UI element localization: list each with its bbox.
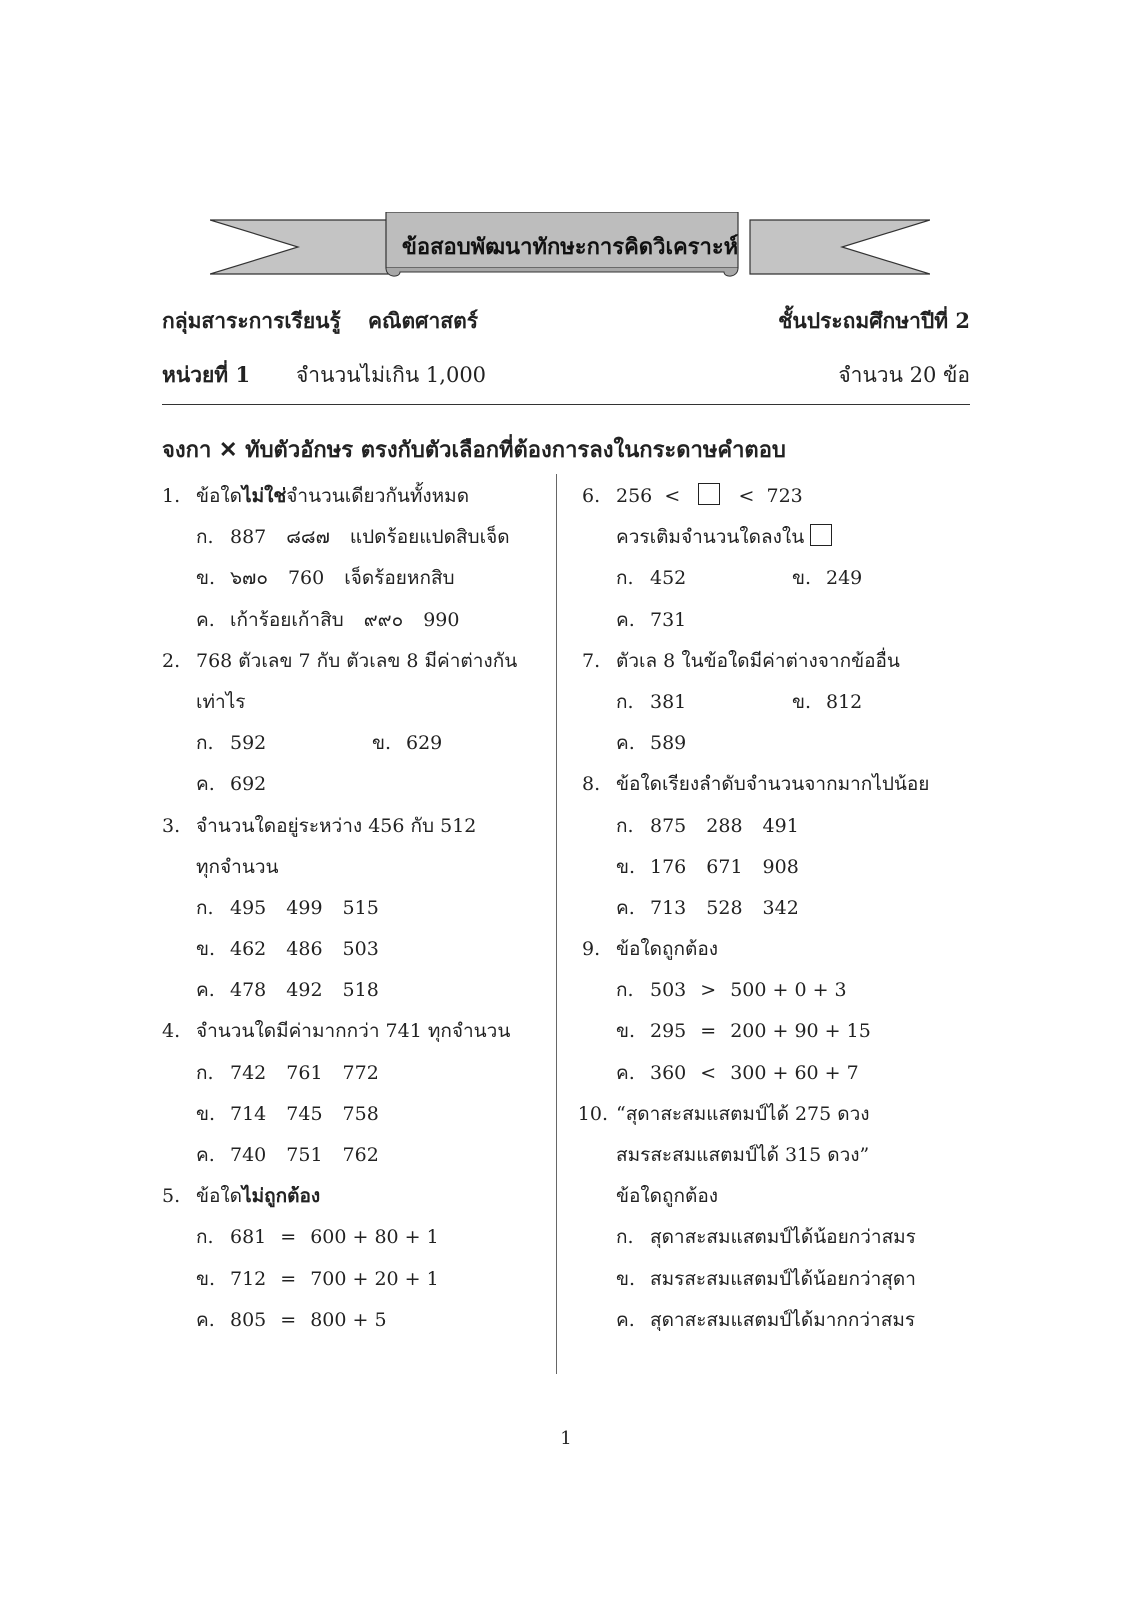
banner-title: ข้อสอบพัฒนาทักษะการคิดวิเคราะห์ — [401, 233, 739, 260]
choice — [582, 806, 982, 847]
question-number: 5. — [162, 1185, 181, 1208]
choice-value: 713 — [650, 896, 687, 919]
choice — [162, 723, 542, 764]
choice-label: ข. — [616, 1267, 636, 1290]
question-text-pre: ข้อใด — [196, 1185, 243, 1208]
question-emphasis: ไม่ใช่ — [242, 485, 287, 507]
choice-label: ข. — [616, 855, 636, 878]
question-2 — [162, 641, 542, 682]
choice-label: ค. — [616, 1308, 635, 1331]
choice-label: ค. — [196, 1308, 215, 1331]
question-text: ข้อใดเรียงลำดับจำนวนจากมากไปน้อย — [616, 773, 930, 796]
choice-value: สมรสะสมแสตมป์ได้น้อยกว่าสุดา — [650, 1267, 916, 1290]
choice-value: 671 — [706, 855, 743, 878]
choice — [162, 1135, 542, 1176]
choice-value: 740 — [230, 1144, 267, 1166]
page-number: 1 — [560, 1428, 572, 1449]
question-text: จำนวนใดอยู่ระหว่าง 456 กับ 512 — [196, 814, 477, 837]
choice-value: 875 — [650, 814, 687, 837]
question-count: จำนวน 20 ข้อ — [838, 363, 970, 387]
choice-value: 381 — [650, 690, 687, 713]
choice-value: 800 + 5 — [310, 1308, 387, 1331]
cross-mark-icon: ✕ — [218, 437, 238, 463]
choice-label: ข. — [792, 690, 812, 713]
choice-value: 499 — [286, 896, 323, 919]
choice-value: 712 — [230, 1267, 267, 1290]
choice-label: ก. — [196, 1226, 214, 1249]
subject-label: กลุ่มสาระการเรียนรู้ — [162, 308, 341, 333]
choice — [162, 1053, 542, 1094]
question-6 — [582, 476, 982, 517]
choice-label: ค. — [196, 1144, 215, 1166]
choice-value: 812 — [826, 690, 863, 713]
question-number: 7. — [582, 649, 601, 672]
choice-value: 249 — [826, 567, 863, 590]
unit-title: จำนวนไม่เกิน 1,000 — [296, 363, 487, 387]
choice-value: 731 — [650, 608, 687, 631]
left-column — [162, 476, 542, 1341]
choice-value: 486 — [286, 938, 323, 961]
question-text: ข้อใดถูกต้อง — [616, 938, 719, 961]
instruction-after: ทับตัวอักษร ตรงกับตัวเลือกที่ต้องการลงในกระดาษคำตอบ — [245, 437, 786, 463]
question-text-line — [582, 1135, 982, 1176]
choice — [162, 764, 542, 805]
choice — [162, 600, 542, 641]
choice — [162, 929, 542, 970]
question-text-pre: ข้อใด — [196, 485, 243, 507]
choice-value: 629 — [406, 732, 443, 755]
choice-label: ข. — [196, 1102, 216, 1125]
question-text: ทุกจำนวน — [196, 855, 279, 878]
question-text: “สุดาสะสมแสตมป์ได้ 275 ดวง — [616, 1102, 870, 1125]
question-number: 10. — [577, 1102, 608, 1125]
question-3 — [162, 806, 542, 847]
choice-value: เจ็ดร้อยหกสิบ — [344, 567, 455, 590]
choice-label: ข. — [372, 732, 392, 755]
question-number: 1. — [162, 485, 181, 507]
choice-value: 758 — [342, 1102, 379, 1125]
choice-value: 288 — [706, 814, 743, 837]
question-number: 6. — [582, 485, 601, 507]
choice-label: ก. — [196, 1061, 214, 1084]
question-8 — [582, 764, 982, 805]
choice-value: 495 — [230, 896, 267, 919]
question-text — [196, 1176, 320, 1217]
choice-value: 491 — [762, 814, 799, 837]
choice-value: 990 — [423, 608, 460, 631]
question-text: 768 ตัวเลข 7 กับ ตัวเลข 8 มีค่าต่างกัน — [196, 649, 518, 672]
choice-label: ค. — [616, 608, 635, 631]
grade-level: ชั้นประถมศึกษาปีที่ 2 — [778, 308, 970, 333]
question-value: 723 — [766, 485, 803, 507]
choice — [582, 1259, 982, 1300]
choice-value: 772 — [342, 1061, 379, 1084]
choice-value: 503 — [650, 979, 687, 1002]
choice-label: ก. — [616, 690, 634, 713]
choice-value: 700 + 20 + 1 — [310, 1267, 439, 1290]
choice — [162, 1094, 542, 1135]
choice-label: ก. — [196, 896, 214, 919]
question-text-line — [582, 517, 982, 558]
question-text: ตัวเล 8 ในข้อใดมีค่าต่างจากข้ออื่น — [616, 649, 900, 672]
unit-label: หน่วยที่ 1 — [162, 362, 251, 387]
question-number: 4. — [162, 1020, 181, 1043]
question-9 — [582, 929, 982, 970]
banner-ribbon-left — [210, 220, 390, 274]
choice-value: 515 — [342, 896, 379, 919]
choice — [582, 682, 982, 723]
question-text-line — [162, 847, 542, 888]
choice — [582, 1053, 982, 1094]
question-5 — [162, 1176, 542, 1217]
banner-ribbon-right — [750, 220, 930, 274]
question-text — [616, 476, 803, 517]
choice — [582, 1217, 982, 1258]
instruction-before: จงกา — [162, 437, 212, 463]
question-text: ควรเติมจำนวนใดลงใน — [616, 526, 805, 549]
choice — [162, 970, 542, 1011]
choice-label: ข. — [196, 567, 216, 590]
choice-value: 761 — [286, 1061, 323, 1084]
choice-value: 300 + 60 + 7 — [730, 1061, 859, 1084]
choice-label: ค. — [196, 979, 215, 1002]
choice-value: 360 — [650, 1061, 687, 1084]
header-rule — [162, 404, 970, 405]
choice-label: ค. — [616, 896, 635, 919]
choice-value: 762 — [342, 1144, 379, 1166]
choice-value: เก้าร้อยเก้าสิบ — [230, 608, 344, 631]
choice-value: 589 — [650, 732, 687, 755]
blank-box — [810, 524, 832, 546]
choice — [162, 558, 542, 599]
question-value: 256 — [616, 485, 653, 507]
choice-value: ๙๙๐ — [363, 608, 404, 631]
instruction — [162, 432, 786, 467]
choice-operator: > — [700, 979, 717, 1002]
question-4 — [162, 1011, 542, 1052]
choice — [582, 1300, 982, 1341]
choice — [162, 1217, 542, 1258]
choice-value: สุดาสะสมแสตมป์ได้น้อยกว่าสมร — [650, 1226, 916, 1249]
question-number: 2. — [162, 649, 181, 672]
choice-value: 751 — [286, 1144, 323, 1166]
choice-label: ก. — [616, 567, 634, 590]
choice-value: สุดาสะสมแสตมป์ได้มากกว่าสมร — [650, 1308, 916, 1331]
question-emphasis: ไม่ถูกต้อง — [242, 1185, 321, 1208]
choice — [162, 1300, 542, 1341]
choice — [582, 847, 982, 888]
choice-label: ก. — [616, 979, 634, 1002]
question-text-post: จำนวนเดียวกันทั้งหมด — [286, 485, 470, 507]
choice-value: 714 — [230, 1102, 267, 1125]
question-text: เท่าไร — [196, 690, 246, 713]
choice-value: 805 — [230, 1308, 267, 1331]
choice-operator: < — [700, 1061, 717, 1084]
choice-label: ค. — [196, 773, 215, 796]
question-text: ข้อใดถูกต้อง — [616, 1185, 719, 1208]
choice-value: 478 — [230, 979, 267, 1002]
choice — [162, 1259, 542, 1300]
question-text-line — [162, 682, 542, 723]
choice-value: ๘๘๗ — [286, 526, 330, 549]
choice-value: 528 — [706, 896, 743, 919]
choice — [582, 558, 982, 599]
right-column — [577, 476, 982, 1341]
choice — [582, 1011, 982, 1052]
choice-label: ค. — [616, 732, 635, 755]
question-text-line — [582, 1176, 982, 1217]
subject-name: คณิตศาสตร์ — [368, 308, 479, 333]
question-10 — [577, 1094, 982, 1135]
choice-value: 518 — [342, 979, 379, 1002]
choice-operator: = — [280, 1267, 297, 1290]
choice — [582, 723, 982, 764]
choice-label: ค. — [616, 1061, 635, 1084]
blank-box — [698, 483, 720, 505]
question-text: สมรสะสมแสตมป์ได้ 315 ดวง” — [616, 1144, 870, 1166]
question-operator: < — [664, 485, 681, 507]
choice-label: ข. — [196, 938, 216, 961]
question-text — [196, 476, 469, 517]
choice-label: ก. — [196, 526, 214, 549]
question-1 — [162, 476, 542, 517]
choice — [162, 888, 542, 929]
choice-value: 592 — [230, 732, 267, 755]
choice-value: 342 — [762, 896, 799, 919]
choice — [582, 888, 982, 929]
choice-value: 908 — [762, 855, 799, 878]
choice-label: ก. — [196, 732, 214, 755]
choice-operator: = — [280, 1308, 297, 1331]
choice-value: 681 — [230, 1226, 267, 1249]
choice-value: 760 — [287, 567, 325, 590]
choice-value: 200 + 90 + 15 — [730, 1020, 871, 1043]
question-text: จำนวนใดมีค่ามากกว่า 741 ทุกจำนวน — [196, 1020, 511, 1043]
choice-value: 745 — [286, 1102, 323, 1125]
choice-value: 742 — [230, 1061, 267, 1084]
question-number: 8. — [582, 773, 601, 796]
choice-label: ข. — [616, 1020, 636, 1043]
question-number: 3. — [162, 814, 181, 837]
choice-label: ข. — [792, 567, 812, 590]
choice-value: 692 — [230, 773, 267, 796]
choice-operator: = — [280, 1226, 297, 1249]
choice-operator: = — [700, 1020, 717, 1043]
choice-label: ข. — [196, 1267, 216, 1290]
choice — [162, 517, 542, 558]
choice-value: แปดร้อยแปดสิบเจ็ด — [349, 526, 510, 549]
choice-value: 492 — [286, 979, 323, 1002]
question-7 — [582, 641, 982, 682]
question-number: 9. — [582, 938, 601, 961]
choice-label: ก. — [616, 814, 634, 837]
choice-value: 500 + 0 + 3 — [730, 979, 847, 1002]
choice — [582, 600, 982, 641]
choice — [582, 970, 982, 1011]
choice-value: 462 — [230, 938, 267, 961]
choice-value: 600 + 80 + 1 — [310, 1226, 439, 1249]
choice-value: 887 — [230, 526, 267, 549]
choice-label: ค. — [196, 608, 215, 631]
choice-value: 295 — [650, 1020, 687, 1043]
choice-label: ก. — [616, 1226, 634, 1249]
question-operator: < — [738, 485, 755, 507]
choice-value: 503 — [342, 938, 379, 961]
choice-value: 452 — [650, 567, 687, 590]
choice-value: 176 — [650, 855, 687, 878]
choice-value: ๖๗๐ — [230, 567, 268, 590]
column-divider — [556, 474, 557, 1374]
